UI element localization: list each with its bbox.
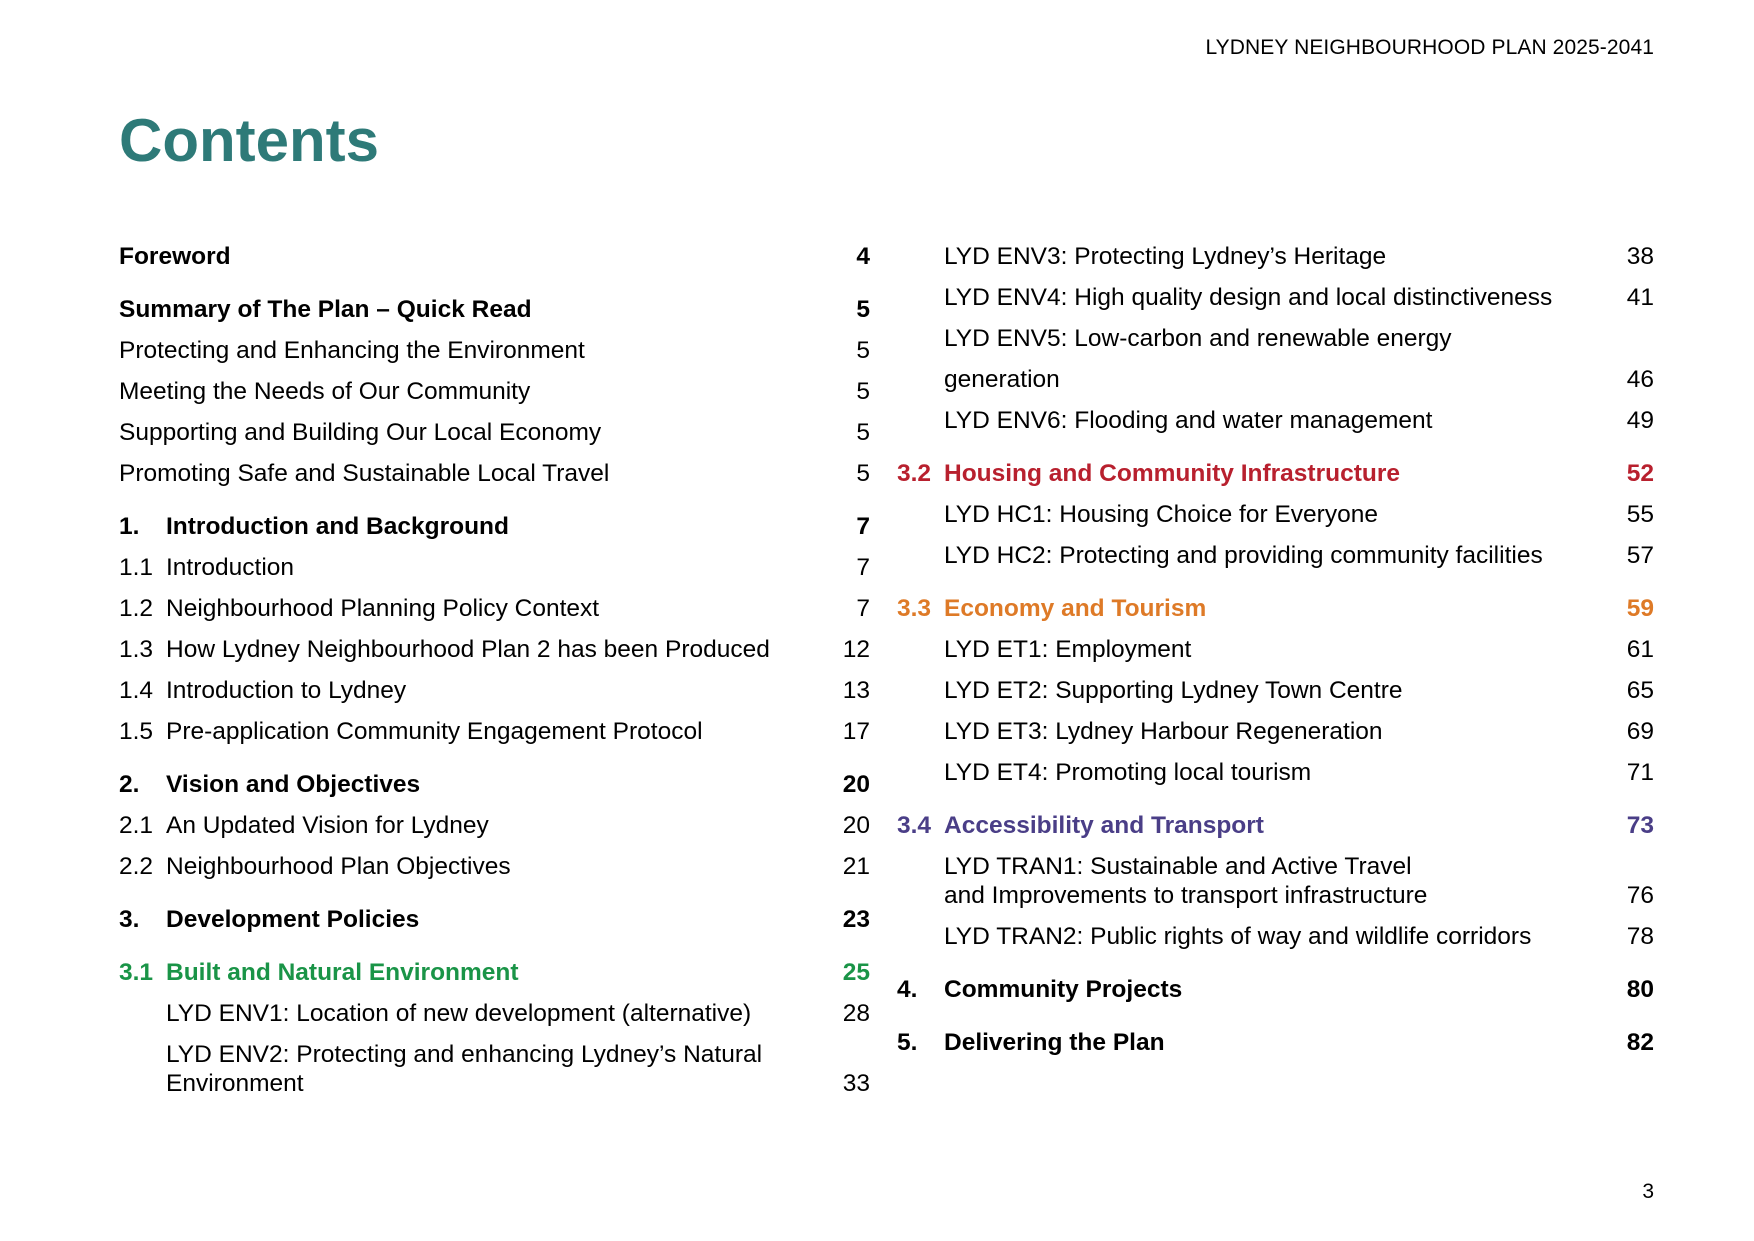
toc-entry [119,1034,870,1104]
toc-entry-label: LYD TRAN2: Public rights of way and wildlife corridors [944,923,1532,950]
toc-entry [119,899,870,940]
toc-entry [897,805,1654,846]
page-number: 3 [1642,1180,1654,1203]
toc-entry-number: 2. [119,771,140,798]
toc-entry [897,400,1654,441]
toc-entry-label: LYD ET1: Employment [944,636,1192,663]
toc-entry [119,330,870,371]
toc-entry-number: 5. [897,1029,918,1056]
toc-entry-page: 5 [856,337,870,364]
toc-entry-page: 20 [842,771,870,798]
toc-entry [897,711,1654,752]
toc-entry-page: 69 [1626,718,1654,745]
toc-entry-page: 49 [1626,407,1654,434]
toc-entry [897,236,1654,277]
toc-entry-label: An Updated Vision for Lydney [166,812,489,839]
toc-entry-page: 73 [1626,812,1654,839]
toc-entry [897,494,1654,535]
toc-entry [119,846,870,887]
toc-entry [897,453,1654,494]
toc-entry-page: 65 [1626,677,1654,704]
toc-entry-label: Promoting Safe and Sustainable Local Travel [119,460,610,487]
toc-entry-page: 13 [842,677,870,704]
toc-entry-label: Neighbourhood Plan Objectives [166,853,511,880]
toc-entry [119,371,870,412]
toc-entry-number: 1.2 [119,595,154,622]
toc-entry-label: LYD ENV2: Protecting and enhancing Lydney’s Natural Environment [166,1041,763,1097]
toc-entry-label: LYD ENV1: Location of new development (alternative) [166,1000,752,1027]
toc-entry-number: 1. [119,513,140,540]
toc-entry-label: Pre-application Community Engagement Protocol [166,718,703,745]
toc-entry-label: Introduction [166,554,295,581]
toc-entry-label: Development Policies [166,906,420,933]
toc-entry-label: Economy and Tourism [944,595,1207,622]
toc-entry-page: 20 [842,812,870,839]
toc-entry [119,952,870,993]
toc-entry-label: Protecting and Enhancing the Environment [119,337,585,364]
toc-entry [897,916,1654,957]
toc-entry-label: LYD HC1: Housing Choice for Everyone [944,501,1378,528]
toc-entry [119,289,870,330]
toc-entry-page: 52 [1626,460,1654,487]
toc-entry-label: Summary of The Plan – Quick Read [119,296,532,323]
toc-entry-page: 5 [856,296,870,323]
toc-entry-page: 7 [856,513,870,540]
toc-entry-page: 5 [856,378,870,405]
toc-entry [897,846,1654,916]
toc-entry-label: Meeting the Needs of Our Community [119,378,531,405]
toc-entry [119,629,870,670]
toc-entry-page: 17 [842,718,870,745]
toc-entry-page: 71 [1626,759,1654,786]
toc-entry-page: 61 [1626,636,1654,663]
toc-entry [897,318,1654,400]
toc-entry-page: 21 [842,853,870,880]
toc-entry [119,236,870,277]
toc-entry-number: 3.1 [119,959,154,986]
toc-entry-number: 3. [119,906,140,933]
toc-left-column [119,236,870,1104]
toc-entry [897,752,1654,793]
toc-entry [119,670,870,711]
toc-entry-label: Neighbourhood Planning Policy Context [166,595,600,622]
toc-entry [119,805,870,846]
toc-entry-label: Vision and Objectives [166,771,421,798]
toc-entry-page: 59 [1626,595,1654,622]
toc-entry [119,453,870,494]
toc-entry [897,629,1654,670]
toc-entry-label: Foreword [119,243,231,270]
toc-entry-page: 33 [842,1070,870,1097]
toc-entry-page: 7 [856,554,870,581]
toc-entry-page: 4 [856,243,870,270]
toc-entry-number: 1.5 [119,718,154,745]
toc-entry-label: LYD ET2: Supporting Lydney Town Centre [944,677,1403,704]
toc-entry-page: 7 [856,595,870,622]
toc-entry-number: 3.2 [897,460,932,487]
toc-entry-label: LYD ET4: Promoting local tourism [944,759,1312,786]
toc-entry-page: 41 [1626,284,1654,311]
toc-entry-number: 1.1 [119,554,154,581]
toc-entry-page: 78 [1626,923,1654,950]
toc-right-column [897,236,1654,1063]
toc-entry-page: 46 [1626,366,1654,393]
toc-entry-number: 2.1 [119,812,154,839]
toc-entry-number: 1.3 [119,636,154,663]
toc-entry [119,412,870,453]
toc-entry-label: LYD TRAN1: Sustainable and Active Travel and Improvements to transport infrastructure [944,853,1428,909]
toc-entry-label: LYD ENV5: Low-carbon and renewable energy generation [944,325,1452,393]
toc-entry [897,969,1654,1010]
toc-entry-label: How Lydney Neighbourhood Plan 2 has been Produced [166,636,770,663]
page-title: Contents [119,107,379,174]
toc-entry-page: 38 [1626,243,1654,270]
toc-entry-page: 5 [856,460,870,487]
toc-entry [897,670,1654,711]
toc-entry-number: 3.4 [897,812,932,839]
toc-entry-page: 12 [842,636,870,663]
running-header: LYDNEY NEIGHBOURHOOD PLAN 2025-2041 [1205,36,1654,59]
toc-entry-label: LYD ET3: Lydney Harbour Regeneration [944,718,1383,745]
toc-entry [897,277,1654,318]
toc-entry-page: 25 [842,959,870,986]
toc-entry-label: Introduction to Lydney [166,677,407,704]
toc-entry [119,764,870,805]
toc-entry [119,993,870,1034]
toc-entry-label: LYD ENV4: High quality design and local distinctiveness [944,284,1553,311]
toc-entry [119,711,870,752]
toc-entry-label: Delivering the Plan [944,1029,1165,1056]
toc-entry [119,506,870,547]
toc-entry [119,547,870,588]
toc-entry-page: 57 [1626,542,1654,569]
toc-entry-page: 82 [1626,1029,1654,1056]
toc-entry-label: Accessibility and Transport [944,812,1264,839]
toc-entry-number: 2.2 [119,853,154,880]
toc-entry-page: 23 [842,906,870,933]
toc-entry-label: Supporting and Building Our Local Economy [119,419,602,446]
toc-entry-number: 1.4 [119,677,154,704]
toc-entry-page: 55 [1626,501,1654,528]
toc-entry-page: 5 [856,419,870,446]
toc-entry-label: Housing and Community Infrastructure [944,460,1401,487]
toc-entry-label: LYD ENV3: Protecting Lydney’s Heritage [944,243,1387,270]
toc-entry [897,535,1654,576]
toc-entry-label: LYD ENV6: Flooding and water management [944,407,1433,434]
toc-entry-label: Built and Natural Environment [166,959,519,986]
toc-entry-number: 3.3 [897,595,932,622]
toc-entry-number: 4. [897,976,918,1003]
toc-entry-page: 76 [1626,882,1654,909]
toc-entry-label: LYD HC2: Protecting and providing community facilities [944,542,1543,569]
toc-entry [897,1022,1654,1063]
toc-entry-page: 28 [842,1000,870,1027]
toc-entry-label: Community Projects [944,976,1183,1003]
toc-entry [119,588,870,629]
toc-entry [897,588,1654,629]
toc-entry-label: Introduction and Background [166,513,509,540]
toc-entry-page: 80 [1626,976,1654,1003]
